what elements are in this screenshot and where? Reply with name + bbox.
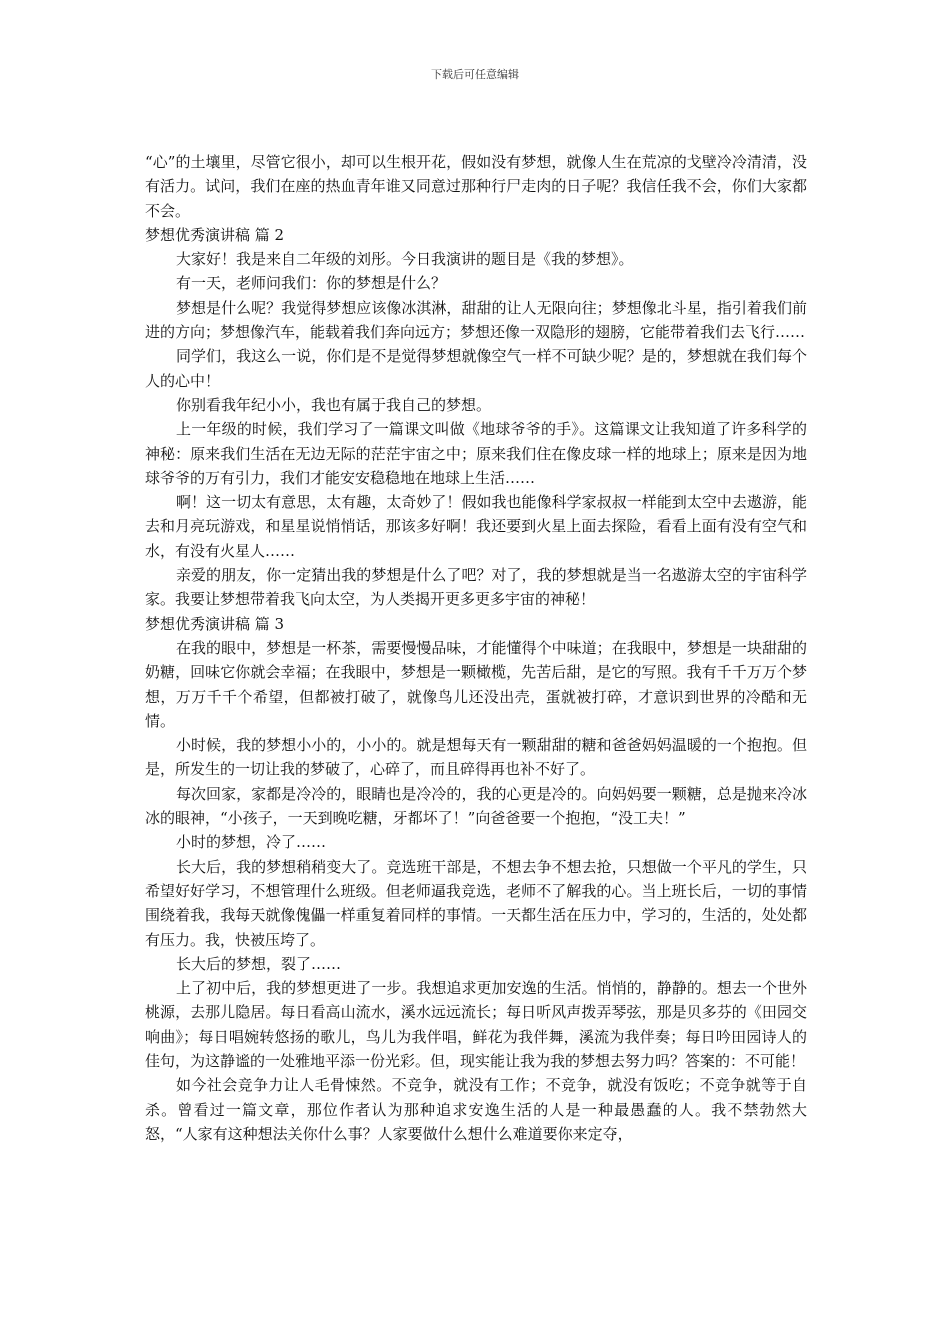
section-heading: 梦想优秀演讲稿 篇 2 <box>145 225 285 244</box>
page-header: 下载后可任意编辑 <box>431 68 519 81</box>
paragraph: 上一年级的时候，我们学习了一篇课文叫做《地球爷爷的手》。这篇课文让我知道了许多科学的神秘：原来我们生活在无边无际的茫茫宇宙之中；原来我们住在像皮球一样的地球上；原来是因为地球爷爷的万有引力，我们才能安安稳稳地在地球上生活…… <box>145 420 807 487</box>
paragraph: 同学们，我这么一说，你们是不是觉得梦想就像空气一样不可缺少呢？是的，梦想就在我们每个人的心中！ <box>145 347 807 390</box>
document-body <box>145 150 807 1146</box>
paragraph: 小时的梦想，冷了…… <box>176 833 327 852</box>
paragraph: 长大后的梦想，裂了…… <box>176 954 342 973</box>
paragraph: 每次回家，家都是冷冷的，眼睛也是冷冷的，我的心更是冷的。向妈妈要一颗糖，总是抛来冷冰冰的眼神，“小孩子，一天到晚吃糖，牙都坏了！”向爸爸要一个抱抱，“没工夫！” <box>145 784 807 828</box>
paragraph: 大家好！我是来自二年级的刘彤。今日我演讲的题目是《我的梦想》。 <box>176 250 634 269</box>
paragraph: “心”的土壤里，尽管它很小，却可以生根开花，假如没有梦想，就像人生在荒凉的戈壁冷冷清清，没有活力。试问，我们在座的热血青年谁又同意过那种行尸走肉的日子呢？我信任我不会，你们大家都不会。 <box>145 153 807 220</box>
paragraph: 小时候，我的梦想小小的，小小的。就是想每天有一颗甜甜的糖和爸爸妈妈温暖的一个抱抱。但是，所发生的一切让我的梦破了，心碎了，而且碎得再也补不好了。 <box>145 736 807 779</box>
paragraph: 上了初中后，我的梦想更进了一步。我想追求更加安逸的生活。悄悄的，静静的。想去一个世外桃源，去那儿隐居。每日看高山流水，溪水远远流长；每日听风声拨弄琴弦，那是贝多芬的《田园交响曲》；每日唱婉转悠扬的歌儿，鸟儿为我伴唱，鲜花为我伴舞，溪流为我伴奏；每日吟田园诗人的佳句，为这静谧的一处雅地平添一份光彩。但，现实能让我为我的梦想去努力吗？答案的：不可能！ <box>145 979 807 1070</box>
paragraph: 啊！这一切太有意思，太有趣，太奇妙了！假如我也能像科学家叔叔一样能到太空中去遨游，能去和月亮玩游戏，和星星说悄悄话，那该多好啊！我还要到火星上面去探险，看看上面有没有空气和水，有没有火星人…… <box>145 493 807 560</box>
paragraph: 有一天，老师问我们：你的梦想是什么？ <box>176 274 447 293</box>
paragraph: 你别看我年纪小小，我也有属于我自己的梦想。 <box>176 395 492 414</box>
paragraph: 梦想是什么呢？我觉得梦想应该像冰淇淋，甜甜的让人无限向往；梦想像北斗星，指引着我们前进的方向；梦想像汽车，能载着我们奔向远方；梦想还像一双隐形的翅膀，它能带着我们去飞行…… <box>145 298 807 342</box>
paragraph: 在我的眼中，梦想是一杯茶，需要慢慢品味，才能懂得个中味道；在我眼中，梦想是一块甜甜的奶糖，回味它你就会幸福；在我眼中，梦想是一颗橄榄，先苦后甜，是它的写照。我有千千万万个梦想，万万千千个希望，但都被打破了，就像鸟儿还没出壳，蛋就被打碎，才意识到世界的冷酷和无情。 <box>145 638 807 730</box>
paragraph: 长大后，我的梦想稍稍变大了。竞选班干部是，不想去争不想去抢，只想做一个平凡的学生，只希望好好学习，不想管理什么班级。但老师逼我竞选，老师不了解我的心。当上班长后，一切的事情围绕着我，我每天就像傀儡一样重复着同样的事情。一天都生活在压力中，学习的，生活的，处处都有压力。我，快被压垮了。 <box>145 857 807 949</box>
paragraph: 亲爱的朋友，你一定猜出我的梦想是什么了吧？对了，我的梦想就是当一名遨游太空的宇宙科学家。我要让梦想带着我飞向太空，为人类揭开更多更多宇宙的神秘！ <box>145 566 807 609</box>
section-heading: 梦想优秀演讲稿 篇 3 <box>145 614 285 633</box>
paragraph: 如今社会竞争力让人毛骨悚然。不竞争，就没有工作；不竞争，就没有饭吃；不竞争就等于自杀。曾看过一篇文章，那位作者认为那种追求安逸生活的人是一种最愚蠢的人。我不禁勃然大怒，“人家有这种想法关你什么事？人家要做什么想什么难道要你来定夺， <box>145 1076 807 1143</box>
